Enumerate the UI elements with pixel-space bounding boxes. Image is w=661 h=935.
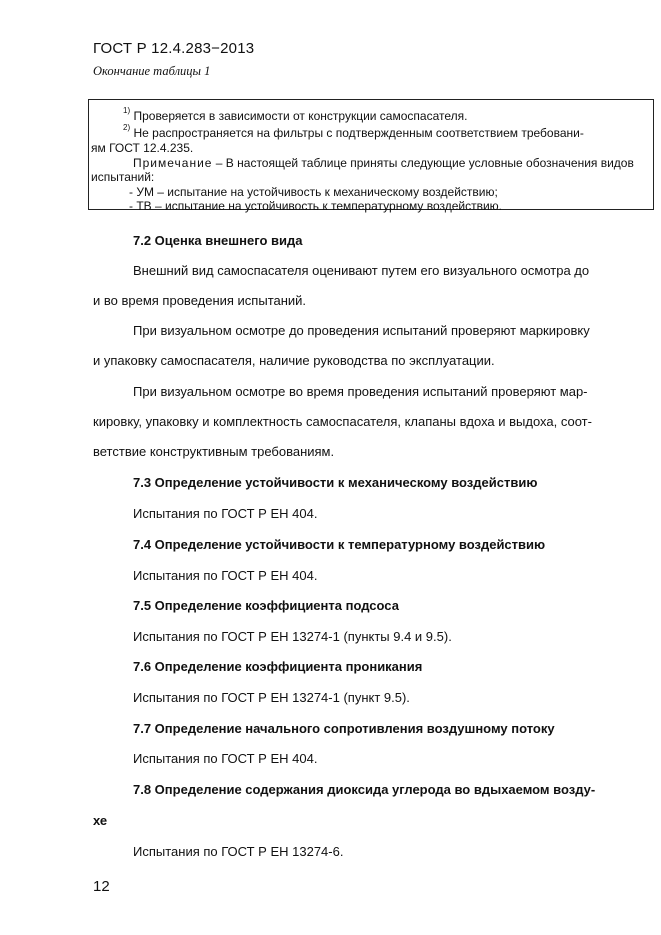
section-7-8-heading: 7.8 Определение содержания диоксида углерода во вдыхаемом возду- xyxy=(133,782,596,797)
s72-paragraph-3-line-3: ветствие конструктивным требованиям. xyxy=(93,444,335,459)
table-continuation-label: Окончание таблицы 1 xyxy=(93,64,211,78)
table-notes-box xyxy=(88,99,654,213)
document-header: ГОСТ Р 12.4.283−2013 xyxy=(93,40,255,57)
s72-paragraph-1-line-1: Внешний вид самоспасателя оценивают путем его визуального осмотра до xyxy=(133,263,590,278)
section-7-5-heading: 7.5 Определение коэффициента подсоса xyxy=(133,598,399,613)
s72-paragraph-3-line-2: кировку, упаковку и комплектность самоспасателя, клапаны вдоха и выдоха, соот- xyxy=(93,414,592,429)
table-note xyxy=(133,156,634,170)
page-number: 12 xyxy=(93,878,110,895)
footnote-2-text: Не распространяется на фильтры с подтвержденным соответствием требовани- xyxy=(133,126,584,140)
section-7-6-text: Испытания по ГОСТ Р ЕН 13274-1 (пункт 9.5). xyxy=(133,690,410,705)
note-item-um: - УМ – испытание на устойчивость к механическому воздействию; xyxy=(129,185,498,199)
footnote-2 xyxy=(123,125,584,140)
note-label: Примечание xyxy=(133,156,213,170)
section-7-7-heading: 7.7 Определение начального сопротивления воздушному потоку xyxy=(133,721,555,736)
section-7-8-text: Испытания по ГОСТ Р ЕН 13274-6. xyxy=(133,844,344,859)
section-7-4-heading: 7.4 Определение устойчивости к температурному воздействию xyxy=(133,537,546,552)
section-7-8-heading-continued: хе xyxy=(93,813,108,828)
footnote-2-continued: ям ГОСТ 12.4.235. xyxy=(91,141,194,155)
footnote-1-text: Проверяется в зависимости от конструкции самоспасателя. xyxy=(133,109,468,123)
s72-paragraph-2-line-2: и упаковку самоспасателя, наличие руководства по эксплуатации. xyxy=(93,353,495,368)
section-7-3-heading: 7.3 Определение устойчивости к механическому воздействию xyxy=(133,475,538,490)
section-7-6-heading: 7.6 Определение коэффициента проникания xyxy=(133,659,423,674)
section-7-7-text: Испытания по ГОСТ Р ЕН 404. xyxy=(133,751,318,766)
s72-paragraph-2-line-1: При визуальном осмотре до проведения испытаний проверяют маркировку xyxy=(133,323,590,338)
section-7-4-text: Испытания по ГОСТ Р ЕН 404. xyxy=(133,568,318,583)
footnote-2-marker: 2) xyxy=(123,123,131,132)
note-text-continued: испытаний: xyxy=(91,170,155,184)
section-7-5-text: Испытания по ГОСТ Р ЕН 13274-1 (пункты 9.4 и 9.5). xyxy=(133,629,452,644)
s72-paragraph-1-line-2: и во время проведения испытаний. xyxy=(93,293,307,308)
s72-paragraph-3-line-1: При визуальном осмотре во время проведения испытаний проверяют мар- xyxy=(133,384,588,399)
footnote-1 xyxy=(123,108,467,123)
section-7-3-text: Испытания по ГОСТ Р ЕН 404. xyxy=(133,506,318,521)
note-item-tv: - ТВ – испытание на устойчивость к температурному воздействию. xyxy=(129,199,503,213)
note-text: – В настоящей таблице приняты следующие условные обозначения видов xyxy=(212,156,634,170)
section-7-2-heading: 7.2 Оценка внешнего вида xyxy=(133,233,303,248)
footnote-1-marker: 1) xyxy=(123,106,131,115)
